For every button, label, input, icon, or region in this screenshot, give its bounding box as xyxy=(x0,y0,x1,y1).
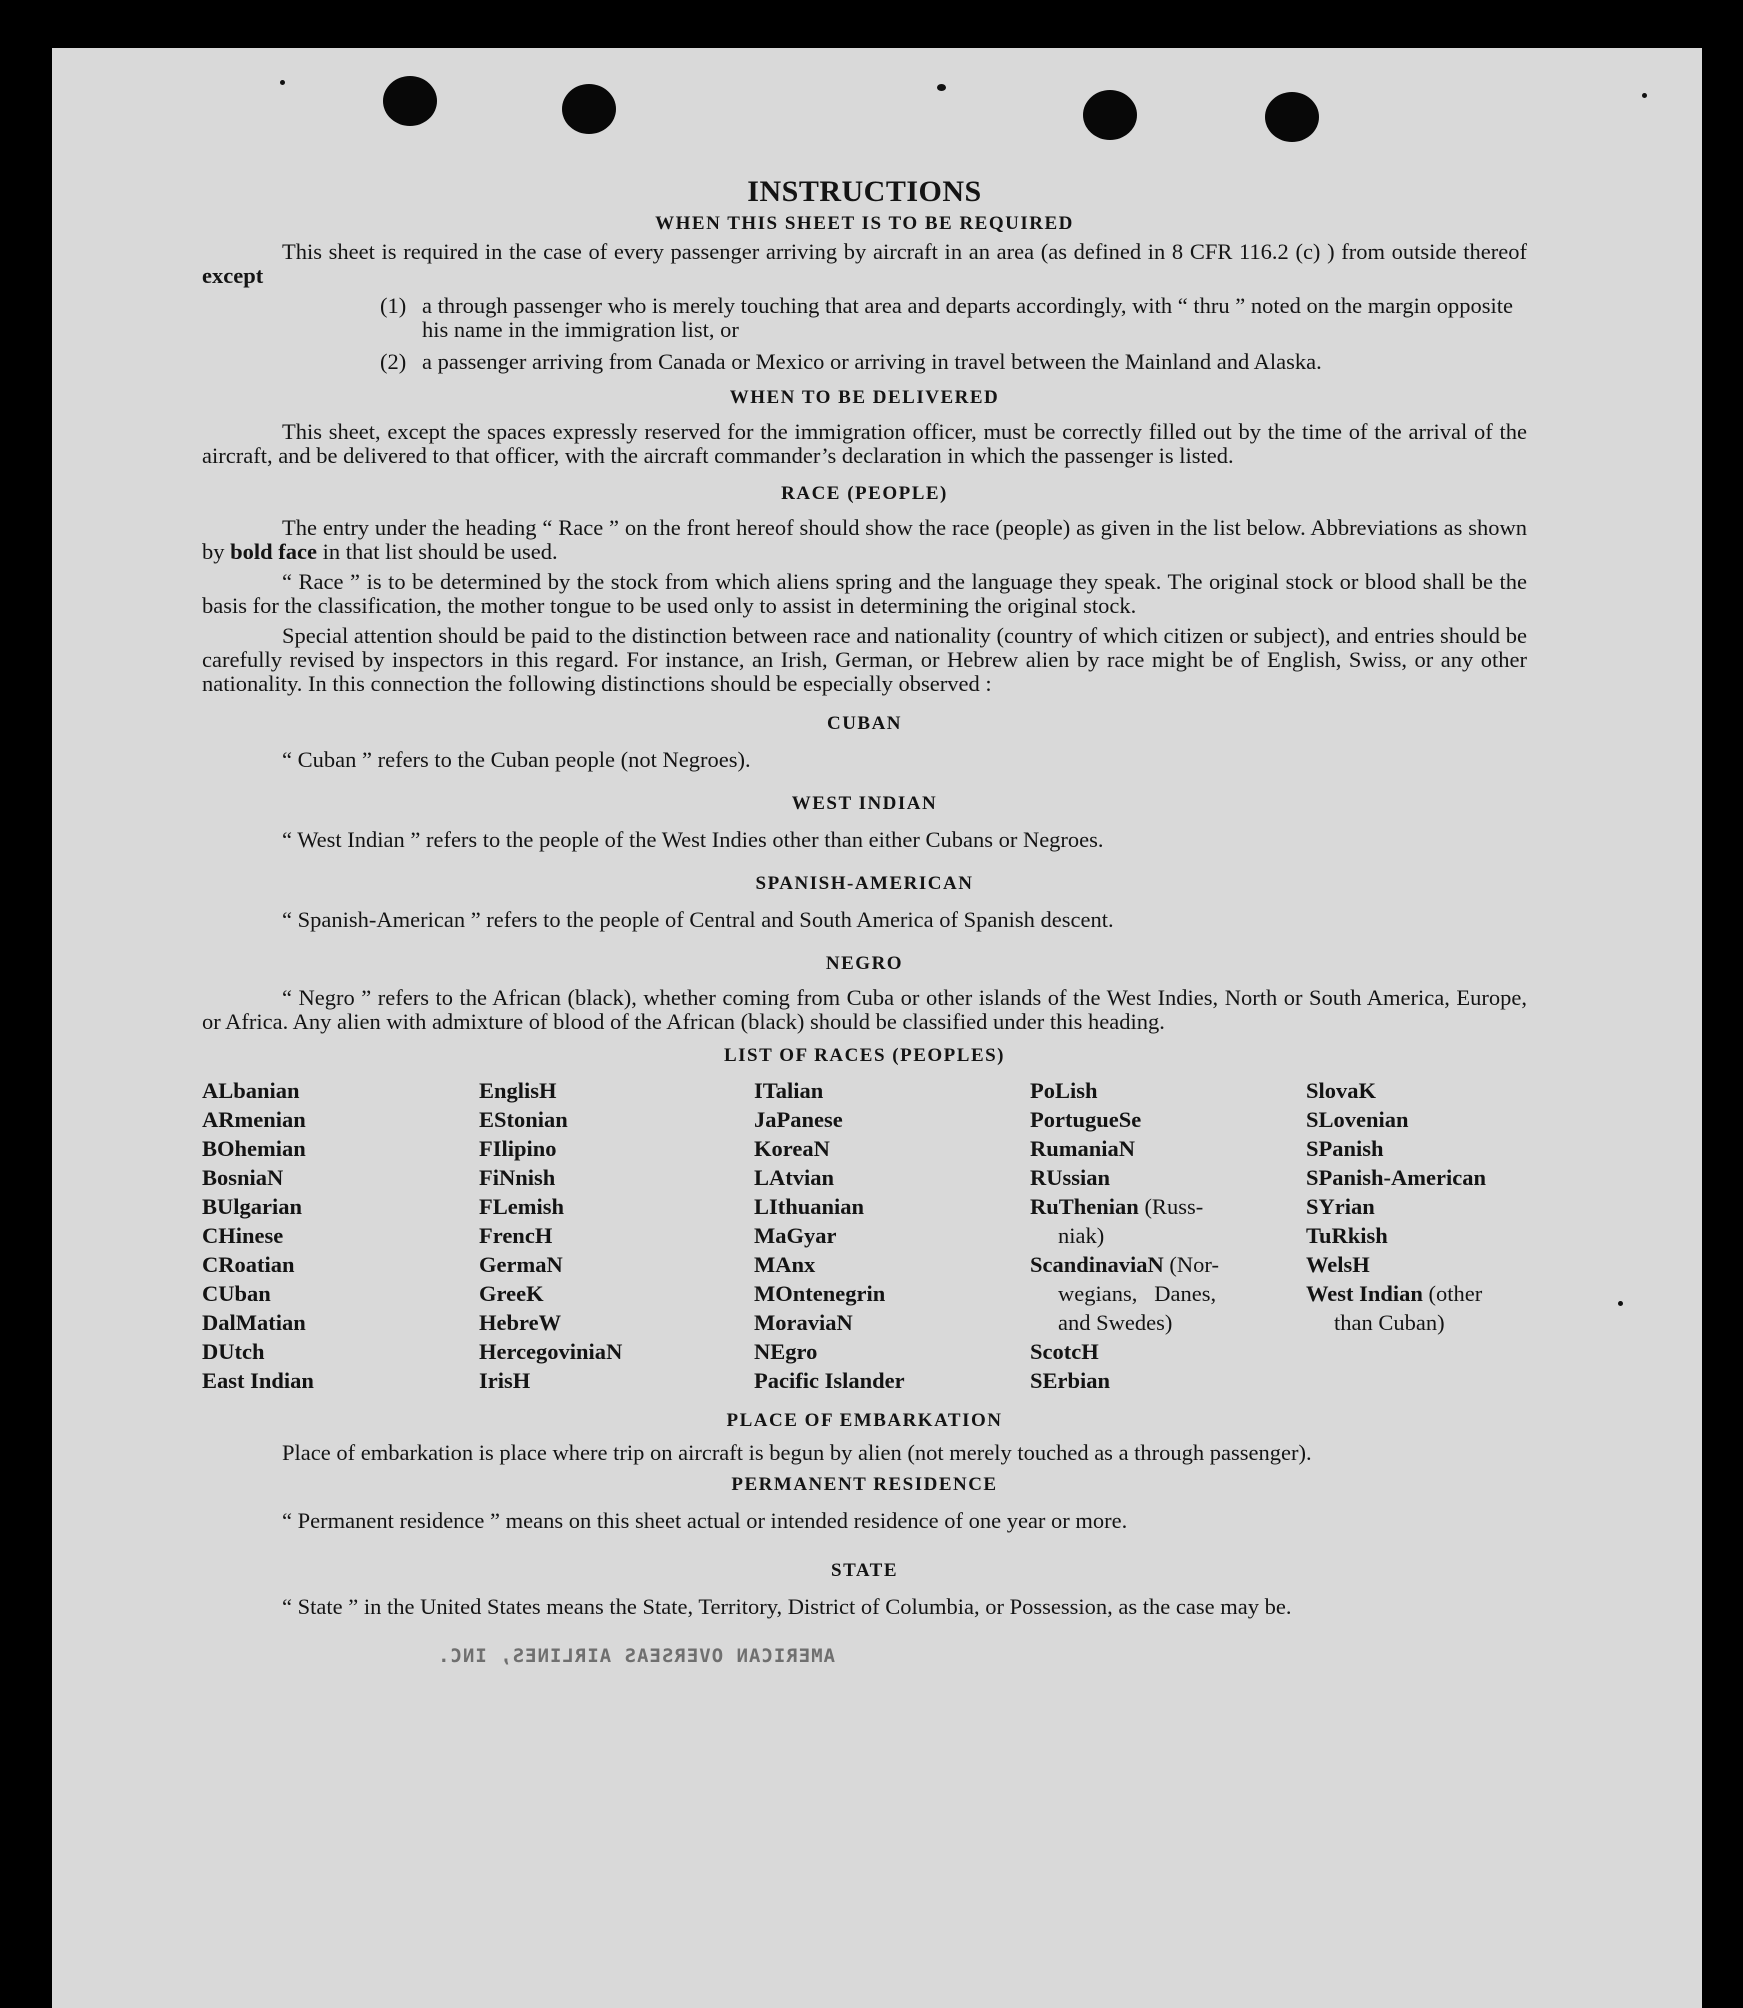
paragraph-when-delivered: This sheet, except the spaces expressly reserved for the immigration officer, must be correctly filled out by the time of the arrival of the aircraft, and be delivered to that officer, with the aircraft commander’s declaration in which the passenger is listed. xyxy=(202,419,1527,468)
paragraph-permanent-residence: “ Permanent residence ” means on this sheet actual or intended residence of one year or more. xyxy=(282,1508,1128,1533)
speck-mark xyxy=(1642,93,1647,98)
race-entry: GermaN xyxy=(479,1252,563,1277)
race-entry: SYrian xyxy=(1306,1194,1375,1219)
race-entry: ARmenian xyxy=(202,1107,306,1132)
heading-negro: NEGRO xyxy=(825,953,904,974)
race-entry: than Cuban) xyxy=(1334,1310,1445,1335)
race-entry: LAtvian xyxy=(754,1165,835,1190)
race-entry: DUtch xyxy=(202,1339,265,1364)
punch-hole xyxy=(562,84,616,134)
races-column xyxy=(1306,1076,1527,1395)
heading-when-required: WHEN THIS SHEET IS TO BE REQUIRED xyxy=(655,213,1074,234)
paragraph-spanish-american: “ Spanish-American ” refers to the people of Central and South America of Spanish descent. xyxy=(282,907,1114,932)
heading-race: RACE (PEOPLE) xyxy=(781,483,948,504)
race-entry: PortugueSe xyxy=(1030,1107,1142,1132)
document-sheet xyxy=(52,48,1702,2008)
punch-hole xyxy=(1265,92,1319,142)
race-entry: RUssian xyxy=(1030,1165,1111,1190)
paragraph-west-indian: “ West Indian ” refers to the people of the West Indies other than either Cubans or Negroes. xyxy=(282,827,1104,852)
heading-embarkation: PLACE OF EMBARKATION xyxy=(726,1410,1003,1431)
race-entry: MaGyar xyxy=(754,1223,837,1248)
race-entry: ALbanian xyxy=(202,1078,300,1103)
race-entry: JaPanese xyxy=(754,1107,843,1132)
race-entry: DalMatian xyxy=(202,1310,306,1335)
race-entry: RuThenian (Russ- xyxy=(1030,1194,1204,1219)
exception-item: (1) a through passenger who is merely touching that area and departs accordingly, with “ thru ” noted on the margin opposite his name in the immigration list, or xyxy=(380,293,1513,342)
races-column xyxy=(479,1076,754,1395)
paragraph-race-3: Special attention should be paid to the distinction between race and nationality (country of which citizen or subject), and entries should be carefully revised by inspectors in this regard. For instance, an Irish, German, or Hebrew alien by race might be of English, Swiss, or any other nationality. In this connection the following distinctions should be especially observed : xyxy=(202,623,1527,696)
race-entry: GreeK xyxy=(479,1281,544,1306)
paragraph-embarkation: Place of embarkation is place where trip on aircraft is begun by alien (not merely touched as a through passenger). xyxy=(282,1440,1312,1465)
race-entry: FrencH xyxy=(479,1223,553,1248)
race-entry: EnglisH xyxy=(479,1078,557,1103)
race-entry: CHinese xyxy=(202,1223,284,1248)
page-title: INSTRUCTIONS xyxy=(747,175,982,208)
instructions-body xyxy=(202,174,1527,1619)
race-entry: PoLish xyxy=(1030,1078,1098,1103)
race-entry: SErbian xyxy=(1030,1368,1111,1393)
races-column xyxy=(754,1076,1030,1395)
paragraph-negro: “ Negro ” refers to the African (black), whether coming from Cuba or other islands of the West Indies, North or South America, Europe, or Africa. Any alien with admixture of blood of the African (black) should be classified under this heading. xyxy=(202,985,1527,1034)
paragraph-race-1: The entry under the heading “ Race ” on the front hereof should show the race (people) as given in the list below. Abbreviations as shown by bold face in that list should be used. xyxy=(202,515,1527,564)
races-column xyxy=(1030,1076,1306,1395)
race-entry: FiNnish xyxy=(479,1165,556,1190)
race-entry: NEgro xyxy=(754,1339,818,1364)
heading-spanish-american: SPANISH-AMERICAN xyxy=(755,873,974,894)
race-entry: CRoatian xyxy=(202,1252,295,1277)
race-entry: BosniaN xyxy=(202,1165,284,1190)
race-entry: West Indian (other xyxy=(1306,1281,1483,1306)
race-entry: MoraviaN xyxy=(754,1310,853,1335)
heading-west-indian: WEST INDIAN xyxy=(791,793,938,814)
race-entry: wegians, Danes, xyxy=(1058,1281,1217,1306)
race-entry: ScotcH xyxy=(1030,1339,1099,1364)
paragraph-cuban: “ Cuban ” refers to the Cuban people (not Negroes). xyxy=(282,747,751,772)
races-list xyxy=(202,1076,1527,1395)
race-entry: niak) xyxy=(1058,1223,1105,1248)
race-entry: SPanish xyxy=(1306,1136,1384,1161)
race-entry: BUlgarian xyxy=(202,1194,303,1219)
race-entry: FLemish xyxy=(479,1194,565,1219)
paragraph-state: “ State ” in the United States means the State, Territory, District of Columbia, or Possession, as the case may be. xyxy=(282,1594,1292,1619)
race-entry: SPanish-American xyxy=(1306,1165,1487,1190)
race-entry: Pacific Islander xyxy=(754,1368,905,1393)
punch-hole xyxy=(1083,90,1137,140)
mirrored-stamp-text: AMERICAN OVERSEAS AIRLINES, INC. xyxy=(437,1645,836,1667)
punch-hole xyxy=(383,76,437,126)
race-entry: CUban xyxy=(202,1281,271,1306)
race-entry: HercegoviniaN xyxy=(479,1339,623,1364)
race-entry: WelsH xyxy=(1306,1252,1370,1277)
race-entry: LIthuanian xyxy=(754,1194,865,1219)
exception-item: (2) a passenger arriving from Canada or Mexico or arriving in travel between the Mainland and Alaska. xyxy=(380,349,1322,374)
race-entry: MAnx xyxy=(754,1252,816,1277)
race-entry: HebreW xyxy=(479,1310,562,1335)
heading-when-delivered: WHEN TO BE DELIVERED xyxy=(729,387,1000,408)
race-entry: IrisH xyxy=(479,1368,531,1393)
race-entry: BOhemian xyxy=(202,1136,306,1161)
heading-cuban: CUBAN xyxy=(826,713,903,734)
race-entry: ScandinaviaN (Nor- xyxy=(1030,1252,1219,1277)
heading-permanent-residence: PERMANENT RESIDENCE xyxy=(731,1474,998,1495)
race-entry: FIlipino xyxy=(479,1136,557,1161)
heading-list-of-races: LIST OF RACES (PEOPLES) xyxy=(723,1045,1006,1066)
heading-state: STATE xyxy=(831,1560,898,1581)
speck-mark xyxy=(937,84,946,91)
races-column xyxy=(202,1076,479,1395)
race-entry: RumaniaN xyxy=(1030,1136,1136,1161)
race-entry: ITalian xyxy=(754,1078,824,1103)
paragraph-when-required: This sheet is required in the case of every passenger arriving by aircraft in an area (as defined in 8 CFR 116.2 (c) ) from outside thereof except xyxy=(202,239,1527,288)
race-entry: KoreaN xyxy=(754,1136,830,1161)
speck-mark xyxy=(280,80,285,85)
race-entry: SLovenian xyxy=(1306,1107,1409,1132)
race-entry: EStonian xyxy=(479,1107,568,1132)
paragraph-race-2: “ Race ” is to be determined by the stock from which aliens spring and the language they speak. The original stock or blood shall be the basis for the classification, the mother tongue to be used only to assist in determining the original stock. xyxy=(202,569,1527,618)
race-entry: and Swedes) xyxy=(1058,1310,1173,1335)
race-entry: MOntenegrin xyxy=(754,1281,886,1306)
race-entry: East Indian xyxy=(202,1368,314,1393)
speck-mark xyxy=(1618,1301,1623,1306)
race-entry: TuRkish xyxy=(1306,1223,1388,1248)
race-entry: SlovaK xyxy=(1306,1078,1377,1103)
